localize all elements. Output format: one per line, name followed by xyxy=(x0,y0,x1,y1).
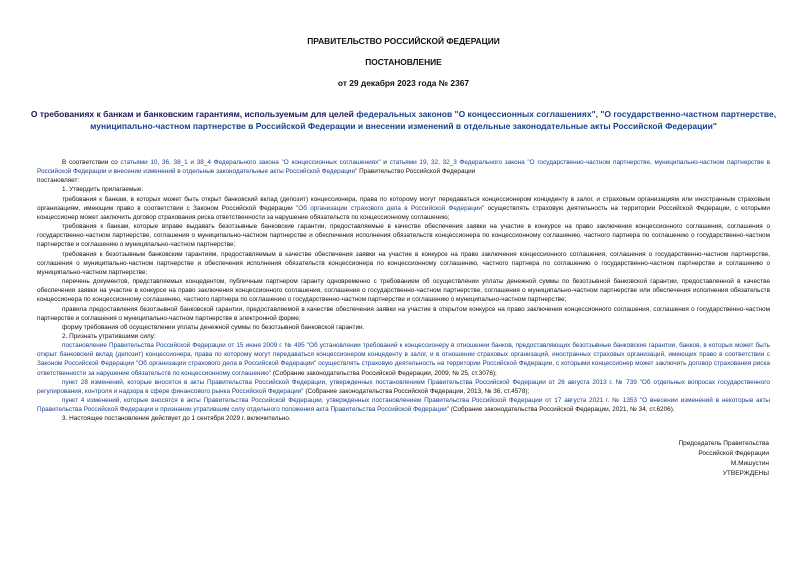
preamble-text: В соответствии со xyxy=(62,159,121,166)
approved-label: УТВЕРЖДЕНЫ xyxy=(722,469,769,477)
section1-item-document-list: перечень документов, представляемых концедентом, публичным партнером гаранту одновременно с требованием об осуществлении уплаты денежной суммы по безотзывной банковской гарантии, предоставленной в качестве обеспечения заявки на участие в конкурсе на право заключения концессионного соглашения, соглашения о государственно-частном партнерстве, соглашения о муниципально-частном партнерстве или обеспечения исполнения обязательств концессионера по концессионному соглашению, частного партнера по соглашению о государственно-частном партнерстве и соглашению о муниципально-частном партнерстве; xyxy=(37,278,770,304)
section2-item1-tail: (Собрание законодательства Российской Федерации, 2009, № 25, ст.3076); xyxy=(271,369,497,377)
section1-item-guarantor-banks: требования к банкам, которые вправе выдавать безотзывные банковские гарантии, предоставляемые в качестве обеспечения заявки на участие в конкурсе на право заключения концессионного соглашения, соглашения о государственно-частном партнерстве, соглашения о муниципально-частном партнерстве и обеспечения исполнения обязательств концессионера по концессионному соглашению, частного партнера по соглашению о государственно-частном партнерстве и соглашению о муниципально-частном партнерстве; xyxy=(37,223,770,249)
document-title xyxy=(30,108,777,132)
section1-item-guarantee-requirements: требования к безотзывным банковским гарантиям, предоставляемым в качестве обеспечения заявки на участие в конкурсе на право заключения концессионного соглашения, соглашения о государственно-частном партнерстве, соглашения о муниципально-частном партнерстве и обеспечения исполнения обязательств концессионера по концессионному соглашению, частного партнера по соглашению о государственно-частном партнерстве и соглашению о муниципально-частном партнерстве; xyxy=(37,250,770,276)
resolution-739-link[interactable]: пункт 28 изменений, которые вносятся в акты Правительства Российской Федерации, утвержденных постановлением Правительства Российской Федерации от 26 августа 2013 г. № 739 "Об отдельных вопросах государственного регулирования, контроля и надзора в сфере финансового рынка Российской Федерации" xyxy=(37,378,770,395)
section2-item-resolution-1353 xyxy=(37,396,770,414)
concession-law-link[interactable]: статьями 10, 36, 38_1 и 38_4 Федерального закона "О концессионных соглашениях" xyxy=(120,159,381,166)
section2-item-resolution-739 xyxy=(37,378,770,396)
section1-item1-text: требования к банкам, в которых может быть открыт банковский вклад (депозит) концессионера, права по которому могут передаваться концессионером концеденту в залог, и страховым организациям или иностранным страховым организациям, имеющим право в соответствии с Законом Российской Федерации xyxy=(37,195,770,212)
document-date-number: от 29 декабря 2023 года № 2367 xyxy=(337,78,470,88)
signature-country: Российской Федерации xyxy=(698,449,769,457)
government-heading: ПРАВИТЕЛЬСТВО РОССИЙСКОЙ ФЕДЕРАЦИИ xyxy=(307,36,500,46)
signature-name: М.Мишустин xyxy=(730,459,769,467)
section1-heading: 1. Утвердить прилагаемые: xyxy=(62,186,144,194)
section2-heading: 2. Признать утратившими силу: xyxy=(62,332,156,340)
section2-item2-tail: (Собрание законодательства Российской Федерации, 2013, № 36, ст.4578); xyxy=(303,387,530,395)
section3-text: 3. Настоящее постановление действует до 1 сентября 2029 г. включительно. xyxy=(62,415,291,423)
resolves-text: постановляет: xyxy=(37,177,80,185)
ppp-law-link[interactable]: статьями 19, 32, 32_3 Федерального закона "О государственно-частном партнерстве, муниципально-частном партнерстве в Российской Федерации и внесении изменений в отдельные законодательные акты Российской Федерации" xyxy=(37,159,771,176)
section1-item1-tail: осуществлять страховую деятельность на территории Российской Федерации, с которыми концессионер может заключить договор страхования риска ответственности за нарушение обязательств по концессионному соглашению; xyxy=(37,204,770,221)
section2-item-resolution-495 xyxy=(37,341,770,378)
preamble-subject: Правительство Российской Федерации xyxy=(357,168,476,176)
title-text: О требованиях к банкам и банковским гарантиям, используемым для целей xyxy=(30,109,357,119)
title-law-link[interactable]: федеральных законов "О концессионных соглашениях", "О государственно-частном партнерстве, муниципально-частном партнерстве в Российской Федерации и внесении изменений в отдельные законодательные акты Российской Федерации" xyxy=(90,109,777,131)
document-body xyxy=(37,158,770,424)
section2-item3-tail: (Собрание законодательства Российской Федерации, 2021, № 34, ст.6206). xyxy=(448,406,675,414)
document-type-heading: ПОСТАНОВЛЕНИЕ xyxy=(365,57,442,67)
insurance-law-link[interactable]: "Об организации страхового дела в Российской Федерации" xyxy=(296,204,485,212)
preamble-conjunction: и xyxy=(380,159,390,166)
signature-position: Председатель Правительства xyxy=(678,439,769,447)
section1-item-guarantee-rules: правила предоставления безотзывной банковской гарантии, предоставляемой в качестве обеспечения заявки на участие в открытом конкурсе на право заключения концессионного соглашения, соглашения о государственно-частном партнерстве и соглашения о муниципально-частном партнерстве в электронной форме; xyxy=(37,305,770,322)
resolution-495-link[interactable]: постановление Правительства Российской Федерации от 15 июня 2009 г. № 495 "Об установлении требований к концессионеру в отношении банков, предоставляющих безотзывные банковские гарантии, банков, в которых может быть открыт банковский вклад (депозит) концессионера, права по которому могут передаваться концессионером концеденту в залог, и в отношении страховых организаций, иностранных страховых организаций, имеющих право в соответствии с Законом Российской Федерации "Об организации страхового дела в Российской Федерации" осуществлять страховую деятельность на территории Российской Федерации, с которыми концессионер может заключить договор страхования риска ответственности за нарушение обязательств по концессионному соглашению" xyxy=(37,342,770,377)
signature-block xyxy=(0,439,769,479)
preamble-paragraph xyxy=(37,158,770,176)
section1-item-payment-form: форму требования об осуществлении уплаты денежной суммы по безотзывной банковской гарантии. xyxy=(62,323,365,331)
resolution-1353-link[interactable]: пункт 4 изменений, которые вносятся в акты Правительства Российской Федерации, утвержденных постановлением Правительства Российской Федерации от 17 августа 2021 г. № 1353 "О внесении изменений в некоторые акты Правительства Российской Федерации и признании утратившим силу отдельного положения акта Правительства Российской Федерации" xyxy=(37,397,770,414)
section1-item-bank-requirements xyxy=(37,195,770,222)
